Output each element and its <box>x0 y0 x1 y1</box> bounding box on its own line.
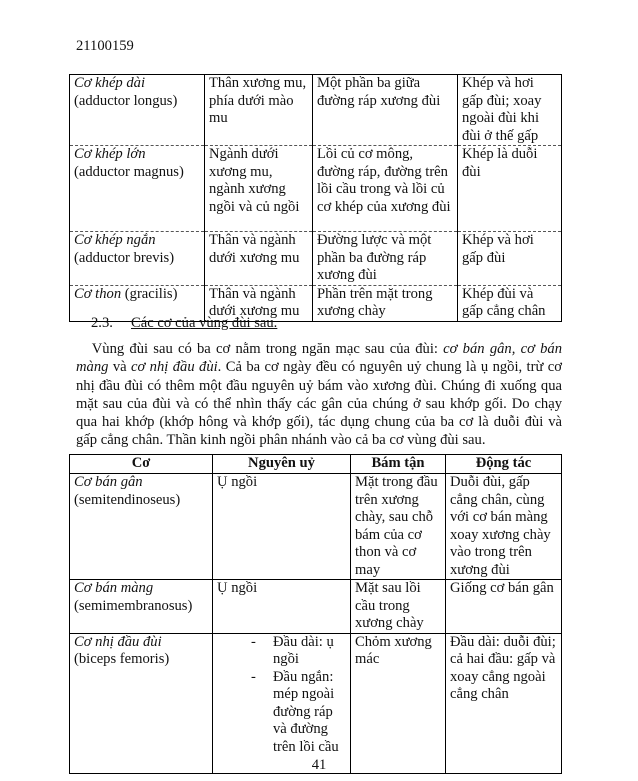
section-title: Các cơ của vùng đùi sau. <box>131 315 278 331</box>
section-heading <box>91 315 277 333</box>
table-row <box>70 474 562 580</box>
origin-cell: Ụ ngồi <box>213 580 351 634</box>
table-header-row <box>70 455 562 474</box>
insertion-cell: Mặt trong đầu trên xương chày, sau chỗ bám của cơ thon và cơ may <box>351 474 446 580</box>
origin-cell: Thân và ngành dưới xương mu <box>205 232 313 286</box>
muscle-name: Cơ thon <box>74 285 122 302</box>
insertion-cell: Một phần ba giữa đường ráp xương đùi <box>313 75 458 146</box>
paragraph-text: . Cả ba cơ ngày đều có nguyên uỷ chung là ụ ngồi, trừ cơ nhị đầu đùi có thêm một đầu nguyên uỷ bám vào xương đùi. Chúng đi xuống qua mặt sau của đùi và có thể nhìn thấy các gân của chúng ở sau khớp gối. Do chạy qua hai khớp (khớp hông và khớp gối), tác dụng chung của ba cơ là duỗi đùi và gấp cẳng chân. Thần kinh ngồi phân nhánh vào cả ba cơ vùng đùi sau. <box>76 359 562 449</box>
muscle-name: Cơ khép dài <box>74 75 146 91</box>
body-paragraph <box>76 340 562 450</box>
table-row <box>70 633 562 773</box>
table-row <box>70 232 562 286</box>
action-cell: Khép đùi và gấp cẳng chân <box>458 285 562 321</box>
insertion-cell: Chỏm xương mác <box>351 633 446 773</box>
origin-cell: Thân và ngành dưới xương mu <box>205 285 313 321</box>
muscle-name-cell <box>70 633 213 773</box>
insertion-cell: Mặt sau lồi cầu trong xương chày <box>351 580 446 634</box>
adductor-muscles-table <box>69 74 562 322</box>
muscle-latin-name: (gracilis) <box>124 285 178 302</box>
muscle-name: Cơ bán màng <box>74 580 154 596</box>
muscle-name-cell <box>70 232 205 286</box>
paragraph-italic-text: cơ nhị đầu đùi <box>131 359 218 376</box>
muscle-latin-name: (adductor longus) <box>74 92 178 109</box>
muscle-latin-name: (adductor brevis) <box>74 249 175 266</box>
muscle-name-cell <box>70 75 205 146</box>
muscle-name-cell <box>70 580 213 634</box>
paragraph-text: Vùng đùi sau có ba cơ nằm trong ngăn mạc sau của đùi: <box>91 341 444 357</box>
page-number: 41 <box>311 757 327 773</box>
muscle-latin-name: (semimembranosus) <box>74 597 193 614</box>
paragraph-italic-text: cơ bán gân, cơ bán màng <box>76 341 562 376</box>
action-cell: Đầu dài: duỗi đùi; cả hai đầu: gấp và xoay cẳng ngoài cẳng chân <box>446 633 562 773</box>
muscle-latin-name: (biceps femoris) <box>74 651 170 667</box>
table-row <box>70 580 562 634</box>
list-item: - Đầu ngắn: mép ngoài đường ráp và đường trên lồi cầu <box>251 669 346 757</box>
table-row <box>70 146 562 232</box>
origin-cell <box>213 633 351 773</box>
insertion-cell: Đường lược và một phần ba đường ráp xương đùi <box>313 232 458 286</box>
action-cell: Khép và hơi gấp đùi; xoay ngoài đùi khi đùi ở thế gấp <box>458 75 562 146</box>
paragraph-text: và <box>108 359 132 376</box>
muscle-name-cell <box>70 146 205 232</box>
column-header: Động tác <box>446 455 562 474</box>
muscle-latin-name: (adductor magnus) <box>74 163 184 180</box>
column-header: Nguyên uỷ <box>213 455 351 474</box>
action-cell: Duỗi đùi, gấp cẳng chân, cùng với cơ bán màng xoay xương chày vào trong trên xương đùi <box>446 474 562 580</box>
origin-list <box>217 634 346 757</box>
section-number: 2.3. <box>91 315 113 331</box>
action-cell: Giống cơ bán gân <box>446 580 562 634</box>
posterior-thigh-muscles-table <box>69 454 562 774</box>
insertion-cell: Phần trên mặt trong xương chày <box>313 285 458 321</box>
muscle-name: Cơ bán gân <box>74 474 143 490</box>
muscle-name-cell <box>70 474 213 580</box>
table-row <box>70 75 562 146</box>
muscle-name: Cơ nhị đầu đùi <box>74 633 162 650</box>
action-cell: Khép và hơi gấp đùi <box>458 232 562 286</box>
origin-cell: Ụ ngồi <box>213 474 351 580</box>
column-header: Bám tận <box>351 455 446 474</box>
insertion-cell: Lồi củ cơ mông, đường ráp, đường trên lồi cầu trong và lồi củ cơ khép của xương đùi <box>313 146 458 232</box>
muscle-name: Cơ khép ngắn <box>74 232 156 248</box>
muscle-name: Cơ khép lớn <box>74 146 146 162</box>
muscle-latin-name: (semitendinoseus) <box>74 491 181 508</box>
document-id: 21100159 <box>76 38 134 54</box>
origin-cell: Ngành dưới xương mu, ngành xương ngồi và củ ngồi <box>205 146 313 232</box>
column-header: Cơ <box>70 455 213 474</box>
origin-cell: Thân xương mu, phía dưới mào mu <box>205 75 313 146</box>
list-item: - Đầu dài: ụ ngồi <box>251 634 346 669</box>
action-cell: Khép là duỗi đùi <box>458 146 562 232</box>
